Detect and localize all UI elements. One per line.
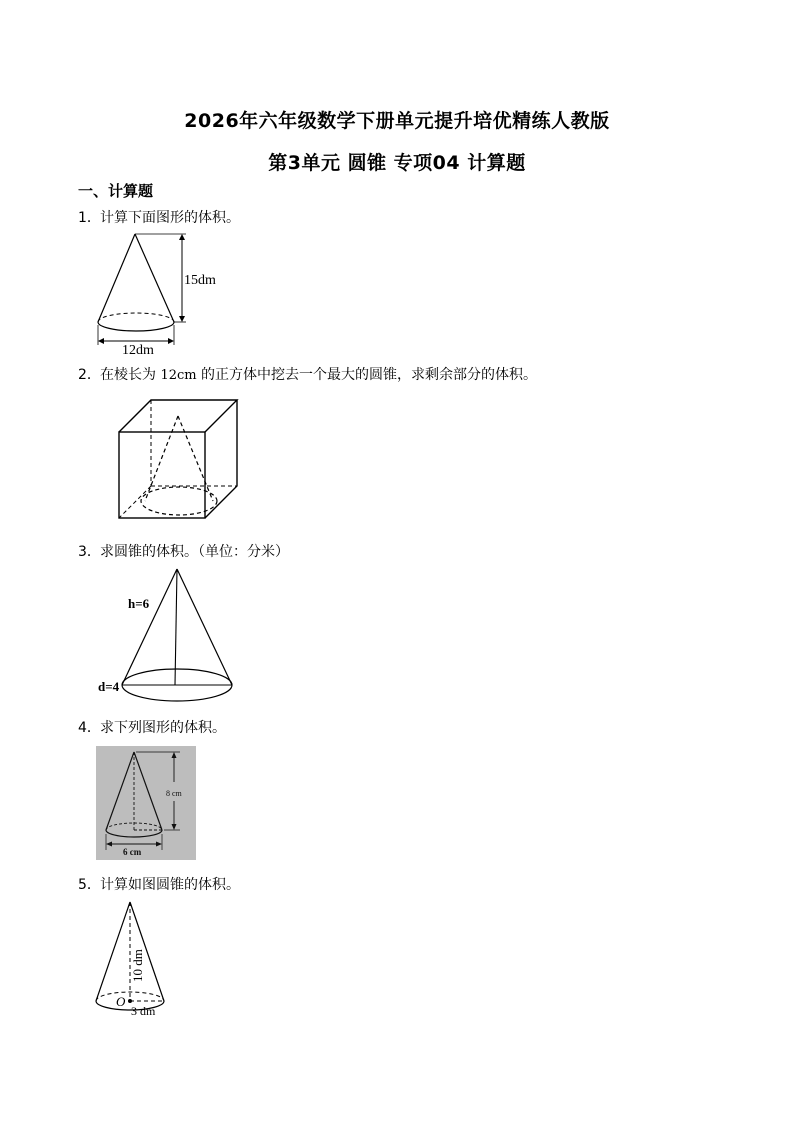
question-5 [78, 874, 240, 894]
document-subtitle: 第3单元 圆锥 专项04 计算题 [268, 152, 526, 174]
center-label: O [116, 994, 126, 1009]
question-text: 计算下面图形的体积。 [100, 210, 240, 226]
question-text-part: 的正方体中挖去一个最大的圆锥，求剩余部分的体积。 [196, 367, 538, 383]
question-3 [78, 541, 289, 561]
question-number: 3． [78, 544, 101, 560]
question-number: 4． [78, 720, 101, 736]
cone-figure-4-photo [96, 746, 196, 860]
radius-label: 3 dm [131, 1004, 156, 1018]
height-label: 8 cm [166, 789, 182, 798]
section-heading: 一、计算题 [78, 182, 154, 200]
question-1 [78, 207, 240, 227]
height-label: 15dm [184, 273, 216, 288]
cube-cone-figure [115, 396, 243, 522]
question-text: 计算如图圆锥的体积。 [100, 877, 240, 893]
cone-figure-5 [90, 898, 180, 1022]
height-label: 10 dm [130, 949, 145, 982]
cone-figure-1 [90, 228, 230, 358]
question-text-part: 在棱长为 [100, 367, 161, 383]
height-label: h=6 [128, 596, 150, 611]
edge-length: 12cm [160, 368, 197, 383]
question-text: 求圆锥的体积。（单位：分米） [100, 544, 289, 560]
cone-figure-3 [95, 565, 240, 705]
question-2 [78, 364, 537, 384]
question-number: 5． [78, 877, 101, 893]
question-text: 求下列图形的体积。 [100, 720, 226, 736]
question-number: 2． [78, 367, 101, 383]
question-number: 1． [78, 210, 101, 226]
question-4 [78, 717, 226, 737]
diameter-label: d=4 [98, 679, 120, 694]
base-label: 6 cm [123, 847, 142, 857]
document-title: 2026年六年级数学下册单元提升培优精练人教版 [184, 110, 610, 132]
base-label: 12dm [122, 343, 154, 358]
